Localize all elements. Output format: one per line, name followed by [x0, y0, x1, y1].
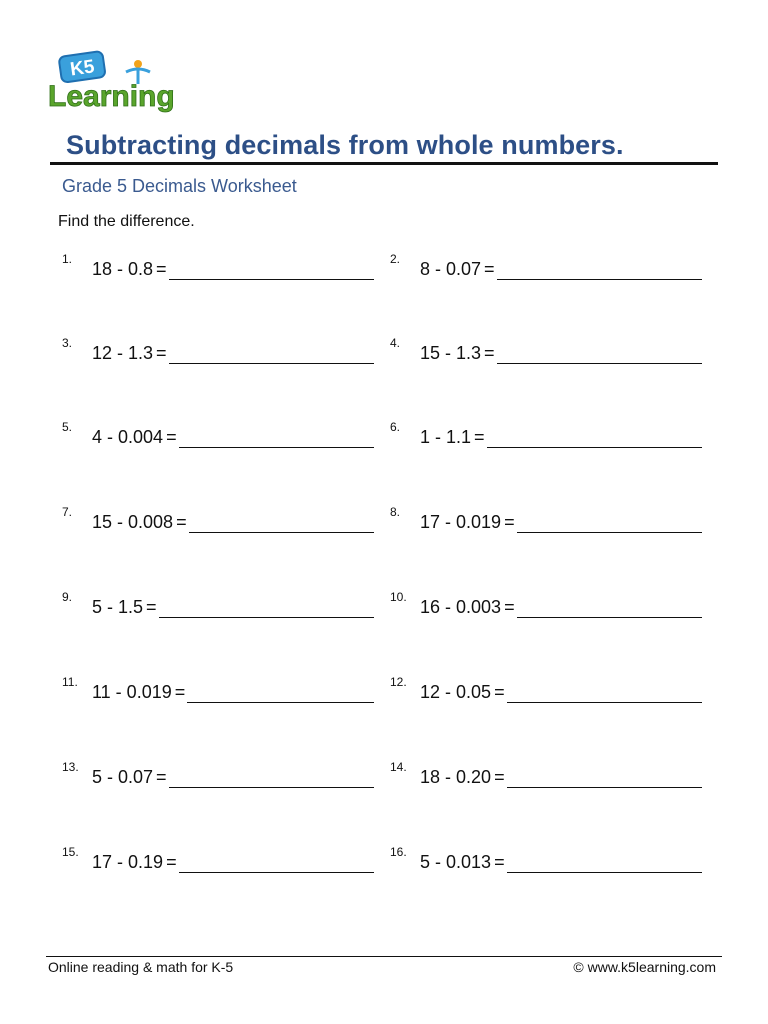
answer-line[interactable]	[507, 787, 702, 788]
problem-number: 12.	[390, 675, 407, 689]
problem-expression: 5 - 0.013	[420, 852, 492, 872]
answer-line[interactable]	[179, 872, 374, 873]
answer-line[interactable]	[187, 702, 374, 703]
answer-line[interactable]	[517, 532, 702, 533]
problem-number: 6.	[390, 420, 401, 434]
footer-divider	[46, 956, 722, 957]
footer-tagline: Online reading & math for K-5	[48, 959, 234, 975]
equals-sign: =	[484, 259, 495, 279]
problem-expression: 12 - 0.05	[420, 682, 492, 702]
problem-8	[390, 503, 702, 533]
answer-line[interactable]	[487, 447, 702, 448]
equals-sign: =	[156, 259, 167, 279]
problem-10	[390, 588, 702, 618]
problem-number: 14.	[390, 760, 407, 774]
title-divider	[50, 162, 718, 165]
equals-sign: =	[176, 512, 187, 532]
problem-number: 8.	[390, 505, 401, 519]
equals-sign: =	[494, 682, 505, 702]
answer-line[interactable]	[497, 279, 702, 280]
equals-sign: =	[494, 852, 505, 872]
answer-line[interactable]	[497, 363, 702, 364]
problem-expression: 18 - 0.20	[420, 767, 492, 787]
problem-expression: 17 - 0.019	[420, 512, 502, 532]
problem-15	[62, 843, 374, 873]
problem-number: 16.	[390, 845, 407, 859]
problem-13	[62, 758, 374, 788]
problem-6	[390, 418, 702, 448]
problem-expression: 1 - 1.1	[420, 427, 472, 447]
answer-line[interactable]	[179, 447, 374, 448]
problem-5	[62, 418, 374, 448]
problem-number: 10.	[390, 590, 407, 604]
answer-line[interactable]	[189, 532, 374, 533]
equals-sign: =	[174, 682, 186, 702]
problem-expression: 12 - 1.3	[92, 343, 154, 363]
problem-16	[390, 843, 702, 873]
equals-sign: =	[494, 767, 505, 787]
equals-sign: =	[146, 597, 157, 617]
problem-number: 15.	[62, 845, 79, 859]
answer-line[interactable]	[169, 279, 374, 280]
instructions: Find the difference.	[58, 213, 195, 230]
problem-number: 1.	[62, 252, 73, 266]
logo-graphic	[46, 50, 188, 114]
problem-3	[62, 334, 374, 364]
problem-expression: 5 - 0.07	[92, 767, 154, 787]
problem-number: 13.	[62, 760, 79, 774]
problem-expression: 18 - 0.8	[92, 259, 154, 279]
equals-sign: =	[484, 343, 495, 363]
equals-sign: =	[504, 597, 515, 617]
problem-number: 11.	[62, 675, 78, 689]
equals-sign: =	[166, 427, 177, 447]
equals-sign: =	[156, 767, 167, 787]
worksheet-subtitle: Grade 5 Decimals Worksheet	[62, 176, 297, 196]
equals-sign: =	[474, 427, 485, 447]
problem-9	[62, 588, 374, 618]
problem-expression: 16 - 0.003	[420, 597, 502, 617]
problem-number: 9.	[62, 590, 73, 604]
answer-line[interactable]	[517, 617, 702, 618]
answer-line[interactable]	[169, 787, 374, 788]
problem-7	[62, 503, 374, 533]
problem-number: 2.	[390, 252, 401, 266]
problem-4	[390, 334, 702, 364]
problem-number: 3.	[62, 336, 73, 350]
problem-expression: 17 - 0.19	[92, 852, 164, 872]
problem-expression: 15 - 1.3	[420, 343, 482, 363]
problem-number: 7.	[62, 505, 73, 519]
problem-number: 5.	[62, 420, 73, 434]
problem-expression: 5 - 1.5	[92, 597, 144, 617]
equals-sign: =	[156, 343, 167, 363]
equals-sign: =	[504, 512, 515, 532]
logo-word: Learning	[48, 80, 175, 113]
problem-number: 4.	[390, 336, 401, 350]
problem-expression: 11 - 0.019	[92, 682, 172, 702]
problem-1	[62, 250, 374, 280]
answer-line[interactable]	[507, 872, 702, 873]
logo-badge-text: K5	[68, 56, 96, 81]
answer-line[interactable]	[169, 363, 374, 364]
k5-learning-logo	[46, 50, 188, 114]
footer-website: © www.k5learning.com	[573, 959, 716, 975]
problem-12	[390, 673, 702, 703]
problem-expression: 4 - 0.004	[92, 427, 164, 447]
answer-line[interactable]	[507, 702, 702, 703]
worksheet-title: Subtracting decimals from whole numbers.	[66, 130, 624, 160]
problem-14	[390, 758, 702, 788]
answer-line[interactable]	[159, 617, 374, 618]
problem-expression: 8 - 0.07	[420, 259, 482, 279]
equals-sign: =	[166, 852, 177, 872]
problem-2	[390, 250, 702, 280]
problem-expression: 15 - 0.008	[92, 512, 174, 532]
problem-11	[62, 673, 374, 703]
